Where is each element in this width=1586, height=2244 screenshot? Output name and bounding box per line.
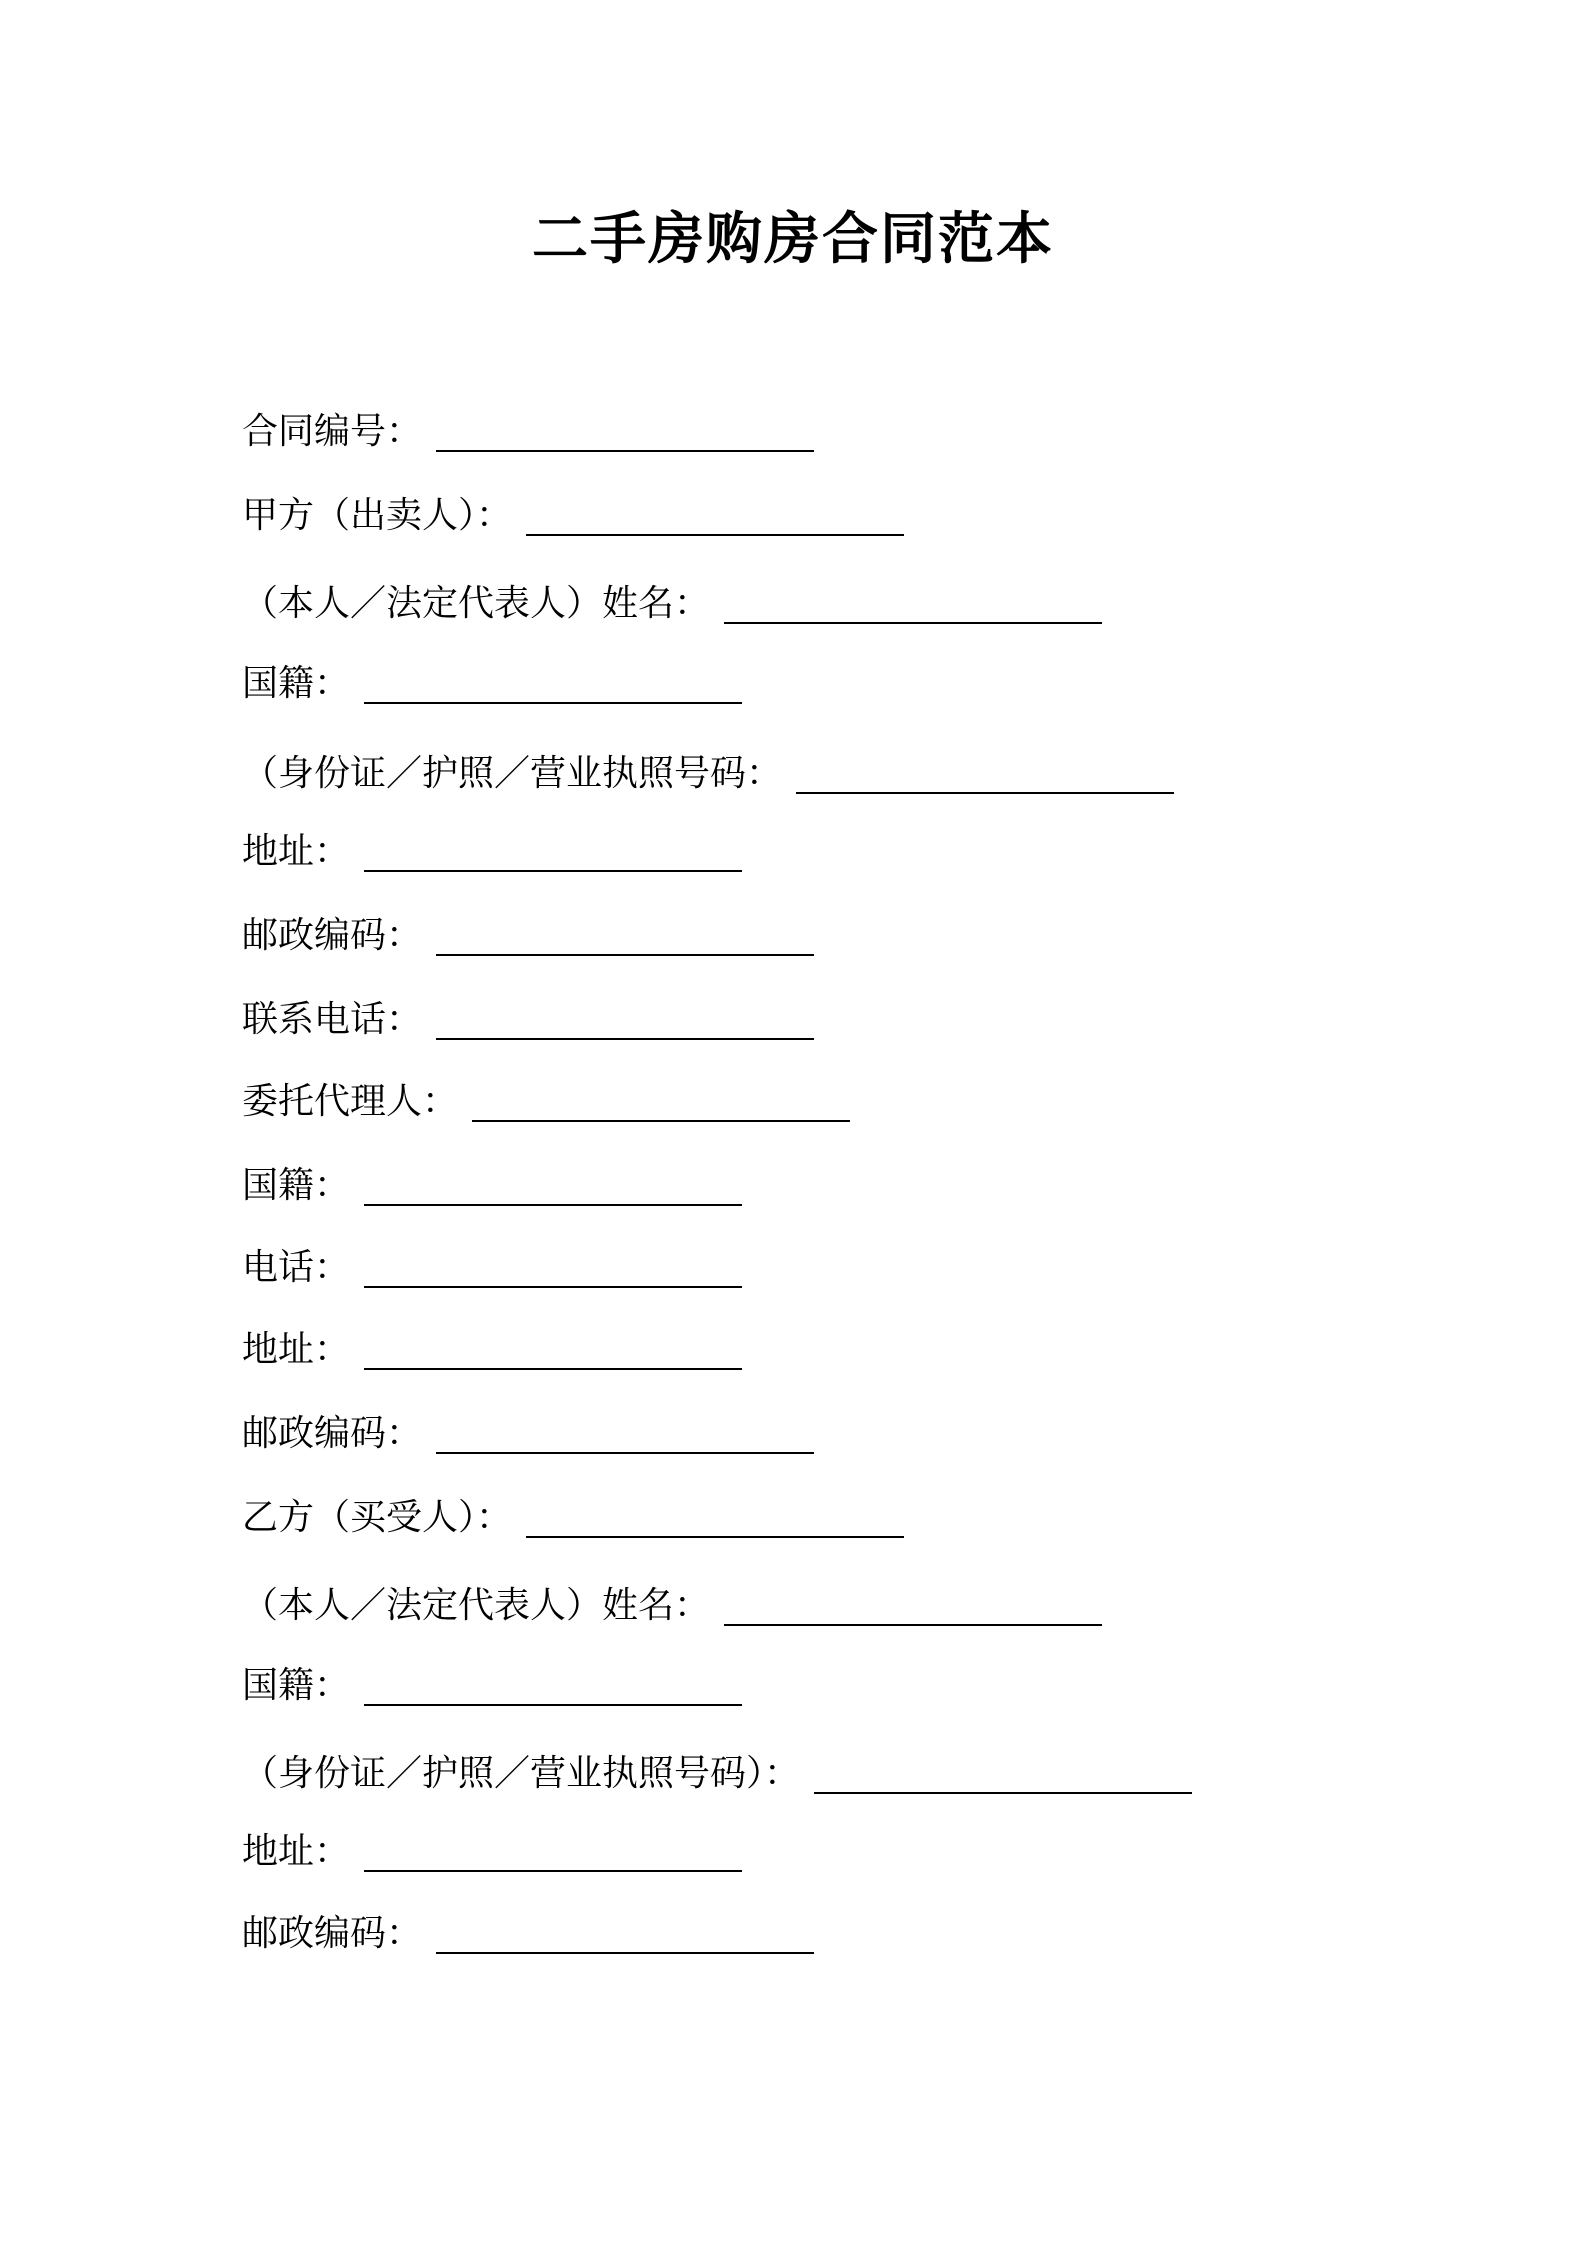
- field-label: 国籍：: [242, 663, 351, 704]
- field-agent-address: [242, 1328, 742, 1372]
- field-party-b-postcode: [242, 1912, 814, 1956]
- field-label: （本人／法定代表人）姓名：: [242, 583, 711, 624]
- field-label: （身份证／护照／营业执照号码：: [242, 753, 783, 794]
- field-label: 地址：: [242, 831, 351, 872]
- field-party-b-buyer: [242, 1496, 904, 1540]
- fill-in-blank[interactable]: [436, 1038, 814, 1040]
- field-label: 地址：: [242, 1831, 351, 1872]
- field-party-a-postcode: [242, 914, 814, 958]
- fill-in-blank[interactable]: [436, 954, 814, 956]
- field-party-b-id-number: [242, 1752, 1192, 1796]
- field-label: 邮政编码：: [242, 1413, 423, 1454]
- field-label: 委托代理人：: [242, 1081, 459, 1122]
- fill-in-blank[interactable]: [364, 870, 742, 872]
- field-label: 邮政编码：: [242, 1913, 423, 1954]
- field-party-a-nationality: [242, 662, 742, 706]
- field-label: 电话：: [242, 1247, 351, 1288]
- field-agent-nationality: [242, 1164, 742, 1208]
- field-label: 国籍：: [242, 1165, 351, 1206]
- fill-in-blank[interactable]: [436, 1952, 814, 1954]
- fill-in-blank[interactable]: [364, 1286, 742, 1288]
- field-label: 甲方（出卖人）：: [242, 495, 513, 536]
- fill-in-blank[interactable]: [724, 1624, 1102, 1626]
- fill-in-blank[interactable]: [724, 622, 1102, 624]
- fill-in-blank[interactable]: [364, 1368, 742, 1370]
- fill-in-blank[interactable]: [814, 1792, 1192, 1794]
- field-party-a-seller: [242, 494, 904, 538]
- field-label: （身份证／护照／营业执照号码）：: [242, 1753, 801, 1794]
- field-label: （本人／法定代表人）姓名：: [242, 1585, 711, 1626]
- field-party-b-nationality: [242, 1664, 742, 1708]
- field-party-a-phone: [242, 998, 814, 1042]
- fill-in-blank[interactable]: [472, 1120, 850, 1122]
- field-party-a-agent: [242, 1080, 850, 1124]
- field-label: 合同编号：: [242, 411, 423, 452]
- field-label: 乙方（买受人）：: [242, 1497, 513, 1538]
- field-label: 联系电话：: [242, 999, 423, 1040]
- document-title: 二手房购房合同范本: [532, 207, 1054, 272]
- field-label: 邮政编码：: [242, 915, 423, 956]
- fill-in-blank[interactable]: [526, 1536, 904, 1538]
- field-party-a-id-number: [242, 752, 1174, 796]
- field-label: 地址：: [242, 1329, 351, 1370]
- field-party-a-name: [242, 582, 1102, 626]
- fill-in-blank[interactable]: [436, 1452, 814, 1454]
- fill-in-blank[interactable]: [436, 450, 814, 452]
- field-agent-postcode: [242, 1412, 814, 1456]
- field-party-a-address: [242, 830, 742, 874]
- field-party-b-address: [242, 1830, 742, 1874]
- field-agent-phone: [242, 1246, 742, 1290]
- field-contract-number: [242, 410, 814, 454]
- field-label: 国籍：: [242, 1665, 351, 1706]
- fill-in-blank[interactable]: [364, 702, 742, 704]
- field-party-b-name: [242, 1584, 1102, 1628]
- fill-in-blank[interactable]: [526, 534, 904, 536]
- fill-in-blank[interactable]: [364, 1704, 742, 1706]
- fill-in-blank[interactable]: [364, 1204, 742, 1206]
- fill-in-blank[interactable]: [796, 792, 1174, 794]
- fill-in-blank[interactable]: [364, 1870, 742, 1872]
